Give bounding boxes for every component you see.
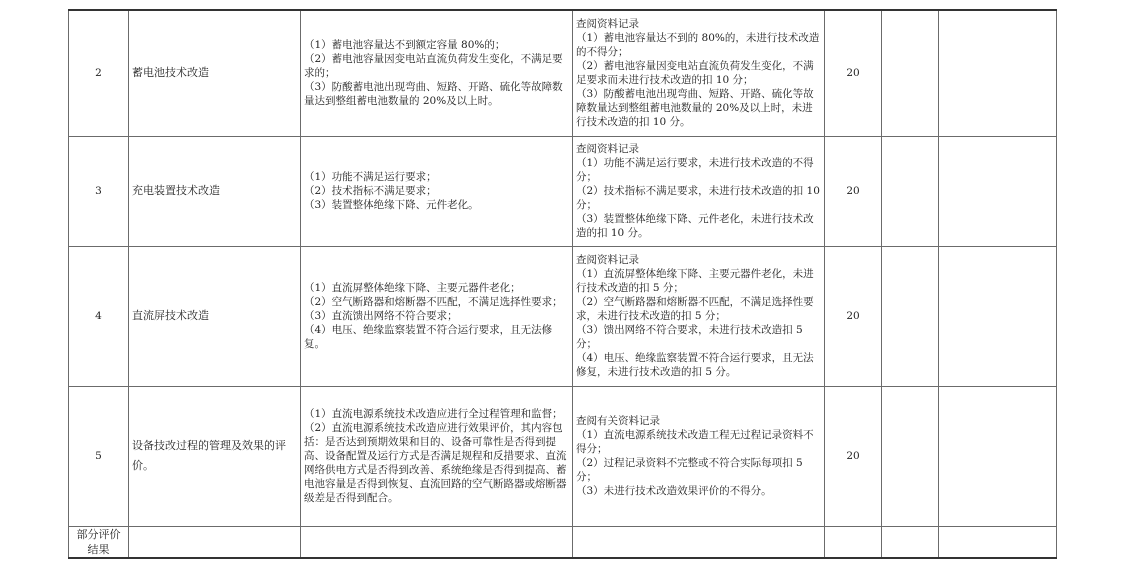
method-line: （3）装置整体绝缘下降、元件老化，未进行技术改造的扣 10 分。 [576,213,814,239]
standard-score: 20 [825,386,882,526]
deduction-cell [882,136,939,246]
summary-method-cell [573,526,825,558]
method-line: （3）防酸蓄电池出现弯曲、短路、开路、硫化等故障数量达到整组蓄电池数量的 20%及以上时，未进行技术改造的扣 10 分。 [576,88,814,129]
summary-label: 部分评价结果 [69,526,129,558]
standard-line: （1）功能不满足运行要求； [304,171,437,183]
method-line: （2）技术指标不满足要求，未进行技术改造的扣 10 分； [576,185,820,211]
scoring-method [573,10,825,136]
standard-line: （1）直流屏整体绝缘下降、主要元器件老化； [304,282,521,294]
summary-deduction-cell [882,526,939,558]
row-number: 2 [69,10,129,136]
method-line: （4）电压、绝缘监察装置不符合运行要求，且无法修复，未进行技术改造的扣 5 分。 [576,352,814,378]
table-row [69,136,1057,246]
standard-line: （3）装置整体绝缘下降、元件老化。 [304,199,479,211]
standard-score: 20 [825,246,882,386]
standard-line: （3）直流馈出网络不符合要求； [304,310,458,322]
remark-cell [939,136,1057,246]
deduction-cell [882,246,939,386]
standard-line: （4）电压、绝缘监察装置不符合运行要求，且无法修复。 [304,324,553,350]
table-row [69,10,1057,136]
standard-score: 20 [825,136,882,246]
method-line: 查阅有关资料记录 [576,415,660,427]
standard-line: （2）空气断路器和熔断器不匹配，不满足选择性要求； [304,296,563,308]
evaluation-table [68,9,1057,559]
method-line: （2）过程记录资料不完整或不符合实际每项扣 5 分； [576,457,803,483]
item-name: 蓄电池技术改造 [129,10,301,136]
item-name: 设备技改过程的管理及效果的评价。 [129,386,301,526]
row-number: 3 [69,136,129,246]
method-line: 查阅资料记录 [576,254,639,266]
deduction-cell [882,386,939,526]
scoring-method [573,386,825,526]
method-line: 查阅资料记录 [576,143,639,155]
standard-score: 20 [825,10,882,136]
standard-line: （2）直流电源系统技术改造应进行效果评价，其内容包括：是否达到预期效果和目的、设备可靠性是否得到提高、设备配置及运行方式是否满足规程和反措要求、直流网络供电方式是否得到改善、系统绝缘是否得到提高、蓄电池容量是否得到恢复、直流回路的空气断路器或熔断器级差是否得到配合。 [304,422,567,504]
remark-cell [939,386,1057,526]
method-line: （1）直流电源系统技术改造工程无过程记录资料不得分； [576,429,814,455]
row-number: 4 [69,246,129,386]
item-name: 充电装置技术改造 [129,136,301,246]
summary-row [69,526,1057,558]
summary-score-cell [825,526,882,558]
evaluation-standard [301,246,573,386]
row-number: 5 [69,386,129,526]
table-row [69,246,1057,386]
remark-cell [939,246,1057,386]
deduction-cell [882,10,939,136]
scoring-method [573,136,825,246]
evaluation-standard [301,10,573,136]
remark-cell [939,10,1057,136]
method-line: （2）空气断路器和熔断器不匹配，不满足选择性要求，未进行技术改造的扣 5 分； [576,296,814,322]
summary-item-cell [129,526,301,558]
summary-standard-cell [301,526,573,558]
method-line: （3）馈出网络不符合要求，未进行技术改造扣 5 分； [576,324,803,350]
item-name: 直流屏技术改造 [129,246,301,386]
method-line: （1）直流屏整体绝缘下降、主要元器件老化，未进行技术改造的扣 5 分； [576,268,814,294]
standard-line: （2）技术指标不满足要求； [304,185,437,197]
method-line: （2）蓄电池容量因变电站直流负荷发生变化，不满足要求而未进行技术改造的扣 10 分； [576,60,814,87]
standard-line: （2）蓄电池容量因变电站直流负荷发生变化，不满足要求的； [304,53,563,80]
standard-line: （1）直流电源系统技术改造应进行全过程管理和监督； [304,408,563,420]
evaluation-standard [301,136,573,246]
standard-line: （1）蓄电池容量达不到额定容量 80%的； [304,39,506,52]
summary-remark-cell [939,526,1057,558]
method-line: 查阅资料记录 [576,18,639,31]
table-row [69,386,1057,526]
standard-line: （3）防酸蓄电池出现弯曲、短路、开路、硫化等故障数量达到整组蓄电池数量的 20%及以上时。 [304,81,563,108]
scoring-method [573,246,825,386]
method-line: （3）未进行技术改造效果评价的不得分。 [576,485,772,497]
method-line: （1）功能不满足运行要求，未进行技术改造的不得分； [576,157,814,183]
evaluation-standard [301,386,573,526]
method-line: （1）蓄电池容量达不到的 80%的，未进行技术改造的不得分； [576,32,820,59]
